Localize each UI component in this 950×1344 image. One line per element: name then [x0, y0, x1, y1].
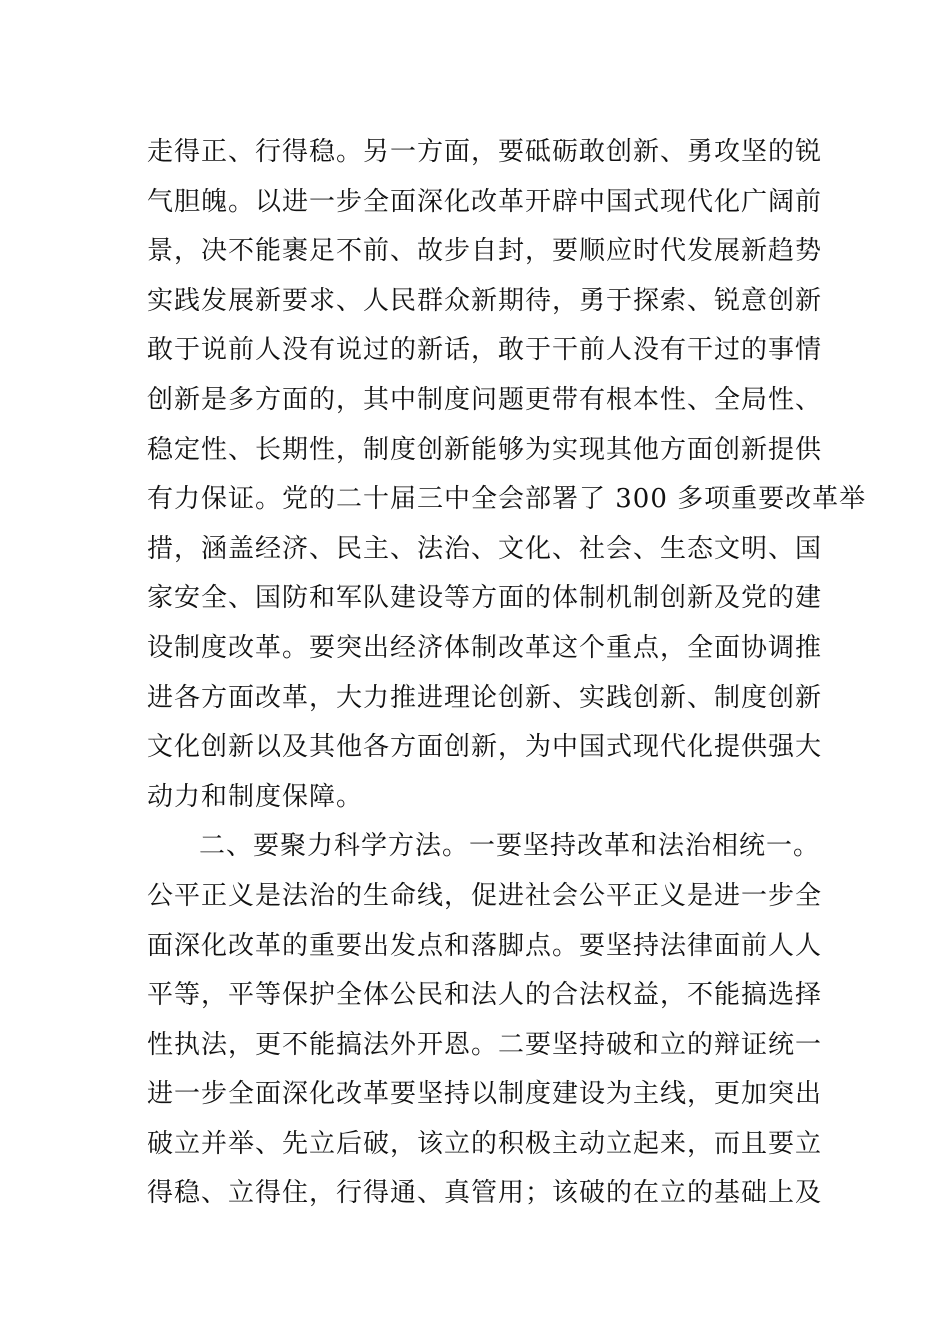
text-line: 进各方面改革，大力推进理论创新、实践创新、制度创新: [147, 682, 823, 713]
text-line: 景，决不能裹足不前、故步自封，要顺应时代发展新趋势: [147, 236, 823, 267]
paragraph: [147, 822, 823, 1219]
text-line: 走得正、行得稳。另一方面，要砥砺敢创新、勇攻坚的锐: [147, 137, 823, 167]
body-text: [147, 128, 867, 1219]
text-line: 平等，平等保护全体公民和法人的合法权益，不能搞选择: [147, 980, 823, 1011]
text-line: 破立并举、先立后破，该立的积极主动立起来，而且要立: [147, 1128, 823, 1159]
text-line: 创新是多方面的，其中制度问题更带有根本性、全局性、: [147, 384, 823, 415]
text-line: 敢于说前人没有说过的新话，敢于干前人没有干过的事情: [147, 335, 823, 366]
text-line: 设制度改革。要突出经济体制改革这个重点，全面协调推: [147, 632, 823, 663]
text-line: 动力和制度保障。: [147, 781, 364, 812]
text-line: 进一步全面深化改革要坚持以制度建设为主线，更加突出: [147, 1079, 823, 1110]
text-line: 稳定性、长期性，制度创新能够为实现其他方面创新提供: [147, 434, 823, 465]
text-line: 实践发展新要求、人民群众新期待，勇于探索、锐意创新: [147, 285, 823, 316]
text-line: 性执法，更不能搞法外开恩。二要坚持破和立的辩证统一: [147, 1029, 823, 1060]
paragraph: [147, 128, 867, 822]
text-line: 气胆魄。以进一步全面深化改革开辟中国式现代化广阔前: [147, 186, 823, 217]
text-line: 有力保证。党的二十届三中全会部署了 300 多项重要改革举: [147, 484, 867, 515]
text-line: 公平正义是法治的生命线，促进社会公平正义是进一步全: [147, 880, 823, 911]
text-line: 家安全、国防和军队建设等方面的体制机制创新及党的建: [147, 583, 823, 614]
text-line: 面深化改革的重要出发点和落脚点。要坚持法律面前人人: [147, 930, 823, 961]
text-line: 文化创新以及其他各方面创新，为中国式现代化提供强大: [147, 732, 823, 763]
text-line: 二、要聚力科学方法。一要坚持改革和法治相统一。: [199, 831, 821, 862]
text-line: 措，涵盖经济、民主、法治、文化、社会、生态文明、国: [147, 533, 823, 564]
text-line: 得稳、立得住，行得通、真管用；该破的在立的基础上及: [147, 1178, 823, 1209]
